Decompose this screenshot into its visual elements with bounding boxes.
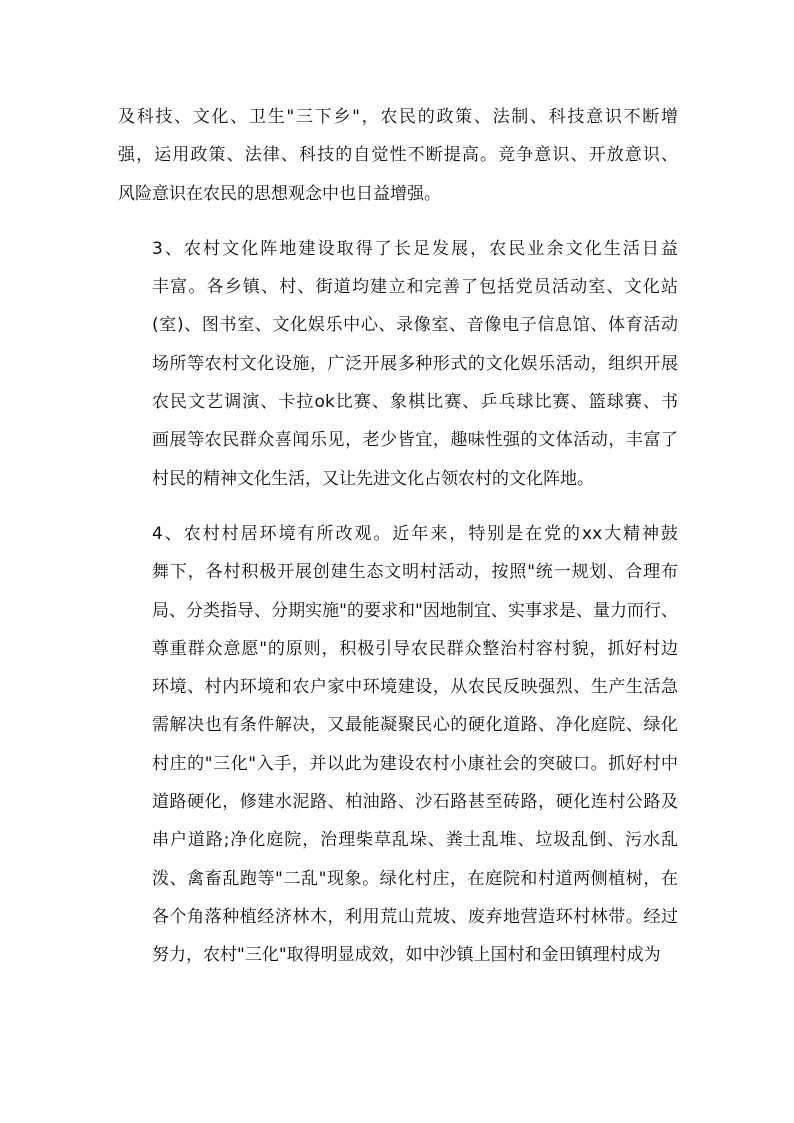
text-line: (室)、图书室、文化娱乐中心、录像室、音像电子信息馆、体育活动 (152, 315, 678, 336)
text-line: 场所等农村文化设施，广泛开展多种形式的文化娱乐活动，组织开展 (152, 353, 678, 374)
paragraph (118, 515, 678, 975)
text-line: 道路硬化，修建水泥路、柏油路、沙石路甚至砖路，硬化连村公路及 (152, 792, 678, 813)
text-line: 需解决也有条件解决，又最能凝聚民心的硬化道路、净化庭院、绿化 (152, 715, 678, 736)
text-line: 村庄的"三化"入手，并以此为建设农村小康社会的突破口。抓好村中 (152, 753, 678, 774)
text-line: 舞下，各村积极开展创建生态文明村活动，按照"统一规划、合理布 (152, 562, 678, 583)
text-line: 串户道路;净化庭院，治理柴草乱垛、粪土乱堆、垃圾乱倒、污水乱 (152, 830, 678, 851)
text-line: 尊重群众意愿"的原则，积极引导农民群众整治村容村貌，抓好村边 (152, 638, 678, 659)
paragraph (118, 230, 678, 498)
document-body (118, 98, 678, 992)
text-line: 各个角落种植经济林木，利用荒山荒坡、废弃地营造环村林带。经过 (152, 906, 678, 927)
text-line: 农民文艺调演、卡拉ok比赛、象棋比赛、乒乓球比赛、篮球赛、书 (152, 392, 678, 413)
text-line: 3、农村文化阵地建设取得了长足发展，农民业余文化生活日益 (152, 238, 678, 259)
text-line: 及科技、文化、卫生"三下乡"，农民的政策、法制、科技意识不断增 (118, 107, 678, 127)
text-line: 努力，农村"三化"取得明显成效，如中沙镇上国村和金田镇理村成为 (152, 945, 661, 966)
paragraph (118, 98, 678, 213)
text-line: 环境、村内环境和农户家中环境建设，从农民反映强烈、生产生活急 (152, 677, 678, 698)
text-line: 泼、禽畜乱跑等"二乱"现象。绿化村庄，在庭院和村道两侧植树，在 (152, 868, 678, 889)
text-line: 村民的精神文化生活，又让先进文化占领农村的文化阵地。 (152, 468, 594, 489)
text-line: 画展等农民群众喜闻乐见，老少皆宜，趣味性强的文体活动，丰富了 (152, 430, 678, 451)
text-line: 风险意识在农民的思想观念中也日益增强。 (118, 183, 441, 204)
text-line: 丰富。各乡镇、村、街道均建立和完善了包括党员活动室、文化站 (152, 277, 678, 298)
text-line: 强，运用政策、法律、科技的自觉性不断提高。竞争意识、开放意识、 (118, 145, 678, 166)
text-line: 局、分类指导、分期实施"的要求和"因地制宜、实事求是、量力而行、 (152, 600, 678, 621)
text-line: 4、农村村居环境有所改观。近年来，特别是在党的xx大精神鼓 (152, 523, 678, 544)
